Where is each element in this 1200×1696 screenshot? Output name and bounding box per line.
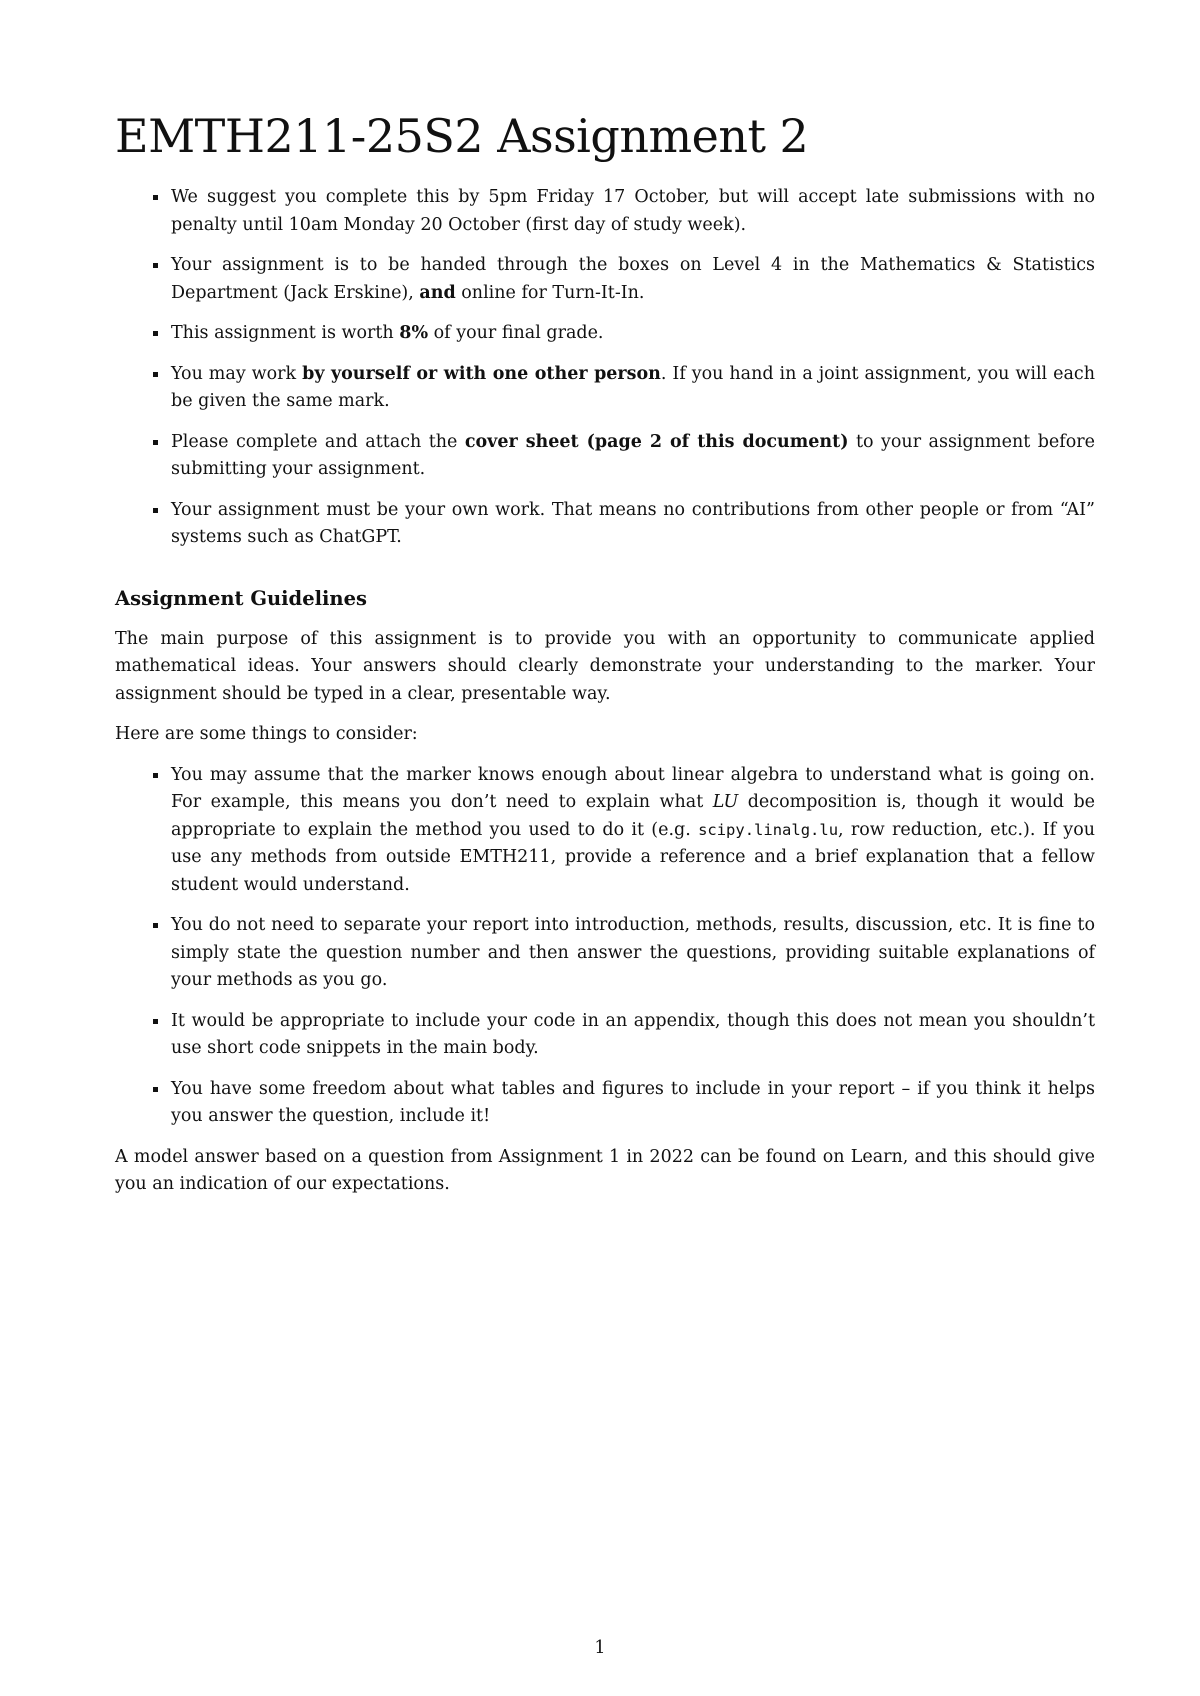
text-run: 8% bbox=[399, 323, 429, 343]
text-run: You have some freedom about what tables and figures to include in your report – if you think it helps you answer the question, include it! bbox=[171, 1078, 1095, 1126]
inline-code: scipy.linalg.lu bbox=[698, 820, 839, 839]
text-run: . If you hand in a joint assignment, you will each be given the same mark. bbox=[171, 363, 1095, 411]
text-run: It would be appropriate to include your code in an appendix, though this does not mean you shouldn’t use short code snippets in the main body. bbox=[171, 1010, 1095, 1058]
text-run: decomposition is, though it would be appropriate to explain the method you used to do it (e.g. bbox=[171, 792, 1096, 840]
guidelines-list bbox=[115, 762, 1095, 1131]
text-run: This assignment is worth bbox=[171, 323, 400, 343]
closing-paragraph: A model answer based on a question from Assignment 1 in 2022 can be found on Learn, and this should give you an indication of our expectations. bbox=[115, 1146, 1095, 1194]
list-item bbox=[171, 1008, 1095, 1063]
text-run: online for Turn-It-In. bbox=[455, 282, 645, 303]
list-item bbox=[171, 361, 1095, 416]
list-item bbox=[171, 762, 1095, 900]
list-item bbox=[171, 912, 1095, 995]
list-item bbox=[171, 497, 1095, 552]
list-item bbox=[171, 252, 1095, 307]
text-run: You may assume that the marker knows enough about linear algebra to understand what is going on. For example, this means you don’t need to explain what bbox=[171, 764, 1095, 812]
consider-paragraph: Here are some things to consider: bbox=[115, 724, 418, 744]
text-run: Your assignment must be your own work. That means no contributions from other people or from “AI” systems such as ChatGPT. bbox=[171, 499, 1095, 547]
section-heading: Assignment Guidelines bbox=[115, 586, 367, 610]
list-item bbox=[171, 184, 1095, 239]
text-run: of your final grade. bbox=[428, 323, 604, 343]
text-run: Please complete and attach the bbox=[171, 431, 465, 452]
text-run: and bbox=[419, 282, 456, 303]
text-run: Your assignment is to be handed through the boxes on Level 4 in the Mathematics & Statistics Department (Jack Erskine), bbox=[171, 255, 1095, 303]
list-item bbox=[171, 320, 1095, 348]
text-run: cover sheet (page 2 of this document) bbox=[464, 431, 849, 452]
text-run: LU bbox=[712, 792, 739, 812]
list-item bbox=[171, 429, 1095, 484]
text-run: , row reduction, etc.). If you use any methods from outside EMTH211, provide a reference and a brief explanation that a fellow student would understand. bbox=[171, 819, 1095, 895]
text-run: by yourself or with one other person bbox=[302, 363, 661, 384]
text-run: to your assignment before submitting your assignment. bbox=[171, 431, 1095, 479]
page-number: 1 bbox=[594, 1638, 606, 1658]
text-run: You do not need to separate your report into introduction, methods, results, discussion, etc. It is fine to simply state the question number and then answer the questions, providing suitable explanations of your methods as you go. bbox=[171, 915, 1095, 990]
text-run: We suggest you complete this by 5pm Friday 17 October, but will accept late submissions with no penalty until 10am Monday 20 October (first day of study week). bbox=[171, 187, 1095, 235]
assignment-info-list bbox=[115, 184, 1095, 552]
intro-paragraph: The main purpose of this assignment is to provide you with an opportunity to communicate applied mathematical ideas. Your answers should clearly demonstrate your understanding to the marker. Your assignment should be typed in a clear, presentable way. bbox=[115, 628, 1095, 704]
document-title: EMTH211-25S2 Assignment 2 bbox=[115, 109, 809, 163]
list-item bbox=[171, 1076, 1095, 1131]
text-run: You may work bbox=[171, 363, 303, 384]
document-page bbox=[115, 108, 1095, 1212]
